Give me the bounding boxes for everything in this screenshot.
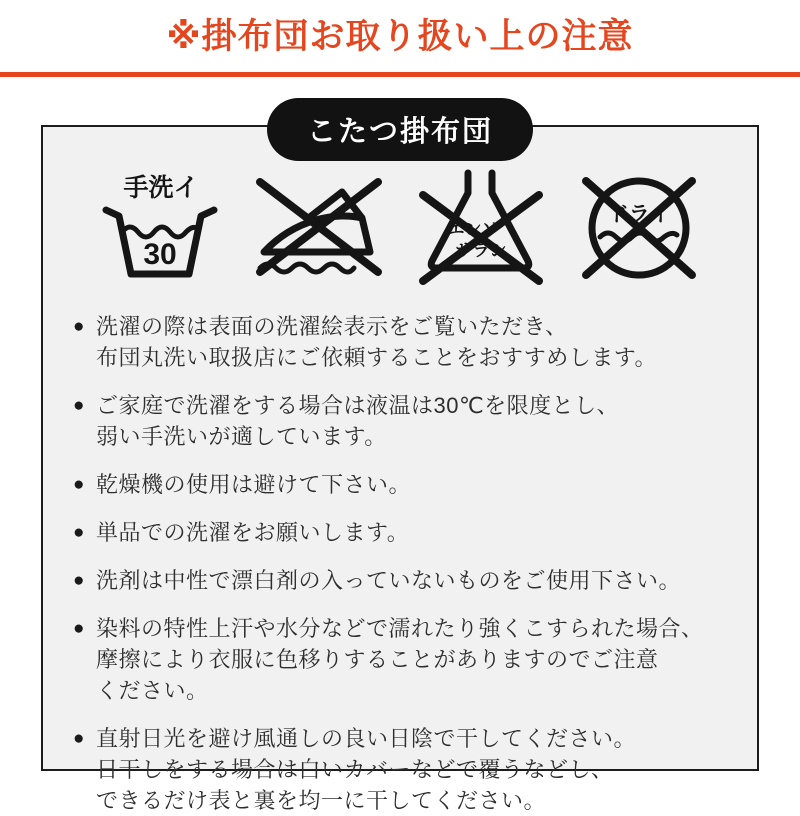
- no-ironing-icon: [254, 172, 384, 284]
- cross-out-mark: [586, 181, 692, 275]
- no-chlorine-bleach-icon: [418, 169, 544, 287]
- note-line: 日干しをする場合は白いカバーなどで覆うなどし、: [95, 757, 614, 782]
- note-line: 摩擦により衣服に色移りすることがありますのでご注意: [95, 647, 659, 672]
- care-instructions-panel: [41, 116, 759, 813]
- bullet-icon: ●: [73, 395, 85, 416]
- bullet-icon: ●: [73, 474, 85, 495]
- bullet-icon: ●: [73, 728, 85, 749]
- note-line: ご家庭で洗濯をする場合は液温は30℃を限度とし、: [95, 393, 620, 418]
- product-badge: こたつ掛布団: [267, 98, 533, 161]
- bullet-icon: ●: [73, 316, 85, 337]
- bullet-icon: ●: [73, 522, 85, 543]
- note-line: 洗剤は中性で漂白剤の入っていないものをご使用下さい。: [95, 568, 681, 593]
- hand-wash-label: 手洗イ: [123, 174, 199, 202]
- care-note: [73, 469, 733, 500]
- care-note: [73, 565, 733, 596]
- note-line: 単品での洗濯をお願いします。: [95, 520, 410, 545]
- care-note: [73, 613, 733, 706]
- no-dry-cleaning-icon: [578, 169, 700, 287]
- care-note: [73, 723, 733, 816]
- bleach-label-line1: エンソ: [447, 220, 499, 239]
- bullet-icon: ●: [73, 618, 85, 639]
- care-notes-list: [43, 311, 757, 816]
- care-note: [73, 517, 733, 548]
- note-line: 弱い手洗いが適しています。: [95, 424, 387, 449]
- laundry-symbols-row: [43, 169, 757, 287]
- dry-clean-label: ドライ: [607, 203, 671, 226]
- hand-wash-30-icon: [100, 172, 220, 284]
- note-line: 直射日光を避け風通しの良い日陰で干してください。: [95, 726, 636, 751]
- note-line: できるだけ表と裏を均一に干してください。: [95, 788, 546, 813]
- hand-wash-temp: 30: [143, 238, 177, 271]
- note-line: 染料の特性上汗や水分などで濡れたり強くこすられた場合、: [95, 616, 704, 641]
- accent-divider: [0, 72, 800, 77]
- bleach-label-line2: サラシ: [455, 241, 507, 260]
- note-line: 乾燥機の使用は避けて下さい。: [95, 472, 411, 497]
- care-note: [73, 390, 733, 452]
- cross-out-mark: [260, 182, 378, 272]
- note-line: ください。: [95, 678, 209, 703]
- note-line: 布団丸洗い取扱店にご依頼することをおすすめします。: [95, 345, 657, 370]
- page-title: ※掛布団お取り扱い上の注意: [166, 17, 634, 56]
- note-line: 洗濯の際は表面の洗濯絵表示をご覧いただき、: [95, 314, 568, 339]
- care-note: [73, 311, 733, 373]
- bullet-icon: ●: [73, 570, 85, 591]
